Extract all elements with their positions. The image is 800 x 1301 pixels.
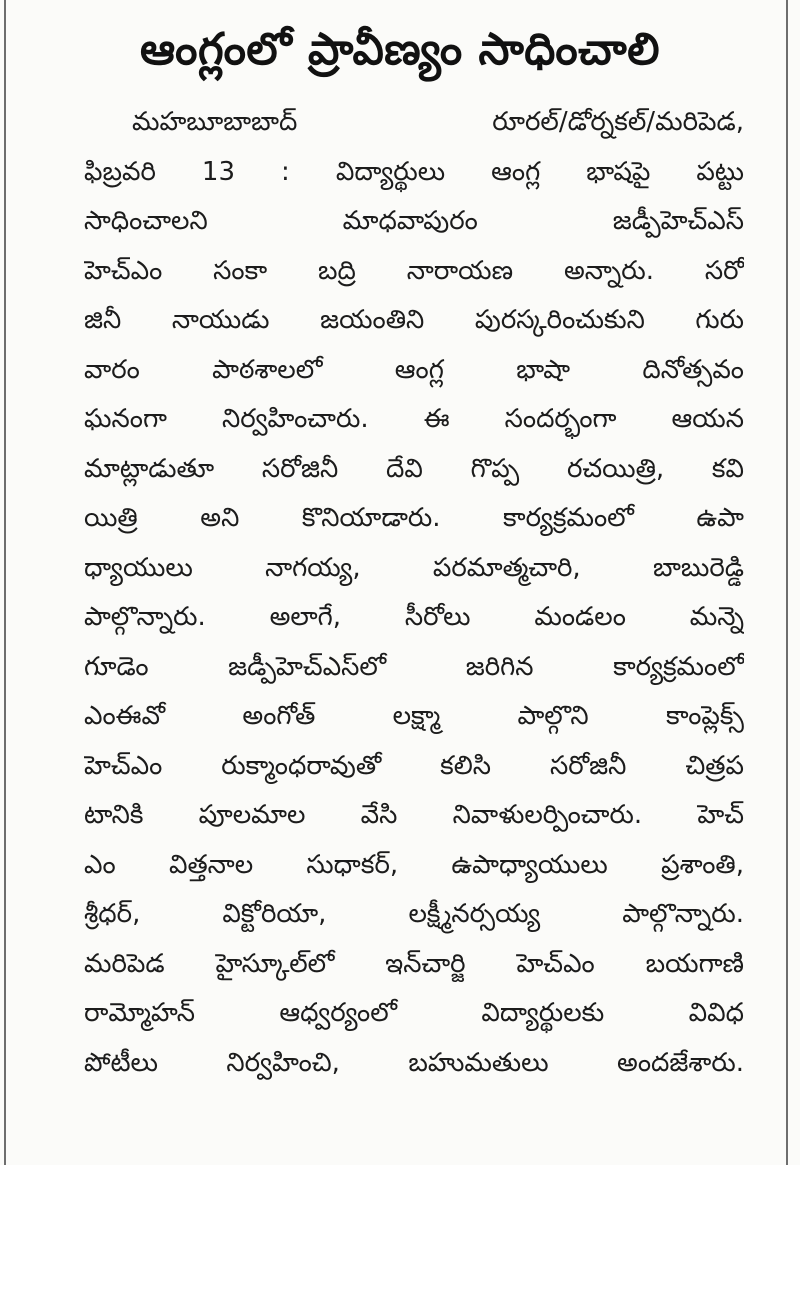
article-line-17: శ్రీధర్, విక్టోరియా, లక్ష్మీనర్సయ్య పాల్గొన్నారు. <box>84 899 744 929</box>
article-line-2: ఫిబ్రవరి 13 : విద్యార్థులు ఆంగ్ల భాషపై పట్టు <box>84 156 744 187</box>
article-body <box>84 98 744 1088</box>
article-line-12: గూడెం జడ్పీహెచ్ఎస్‌లో జరిగిన కార్యక్రమంలో <box>84 651 744 682</box>
article-line-9: యిత్రి అని కొనియాడారు. కార్యక్రమంలో ఉపా <box>84 503 744 533</box>
column-rule-right <box>786 0 788 1165</box>
article-line-5: జినీ నాయుడు జయంతిని పురస్కరించుకుని గురు <box>84 305 744 335</box>
article-line-14: హెచ్ఎం రుక్మాంధరావుతో కలిసి సరోజినీ చిత్రప <box>84 750 744 781</box>
article-line-7: ఘనంగా నిర్వహించారు. ఈ సందర్భంగా ఆయన <box>84 404 744 434</box>
article-line-6: వారం పాఠశాలలో ఆంగ్ల భాషా దినోత్సవం <box>84 354 744 385</box>
article-line-16: ఎం విత్తనాల సుధాకర్, ఉపాధ్యాయులు ప్రశాంతి, <box>84 849 744 880</box>
article-headline: ఆంగ్లంలో ప్రావీణ్యం సాధించాలి <box>140 24 660 75</box>
article-line-13: ఎంఈవో అంగోత్ లక్ష్మా పాల్గొని కాంప్లెక్స్ <box>84 701 744 731</box>
column-rule-left <box>4 0 6 1165</box>
article-line-10: ధ్యాయులు నాగయ్య, పరమాత్మచారి, బాబురెడ్డి <box>84 552 744 583</box>
article-line-18: మరిపెడ హైస్కూల్‌లో ఇన్‌చార్జి హెచ్ఎం బయగాణి <box>84 948 744 979</box>
article-line-11: పాల్గొన్నారు. అలాగే, సీరోలు మండలం మన్నె <box>84 602 744 632</box>
article-line-3: సాధించాలని మాధవాపురం జడ్పీహెచ్ఎస్ <box>84 206 744 236</box>
article-line-8: మాట్లాడుతూ సరోజినీ దేవి గొప్ప రచయిత్రి, కవి <box>84 453 744 484</box>
article-line-15: టానికి పూలమాల వేసి నివాళులర్పించారు. హెచ్ <box>84 800 744 830</box>
article-line-20: పోటీలు నిర్వహించి, బహుమతులు అందజేశారు. <box>84 1047 744 1078</box>
article-line-4: హెచ్ఎం సంకా బద్రి నారాయణ అన్నారు. సరో <box>84 255 744 286</box>
article-line-19: రామ్మోహన్ ఆధ్వర్యంలో విద్యార్థులకు వివిధ <box>84 998 744 1028</box>
article-line-1: మహబూబాబాద్ రూరల్/డోర్నకల్/మరిపెడ, <box>132 107 744 137</box>
